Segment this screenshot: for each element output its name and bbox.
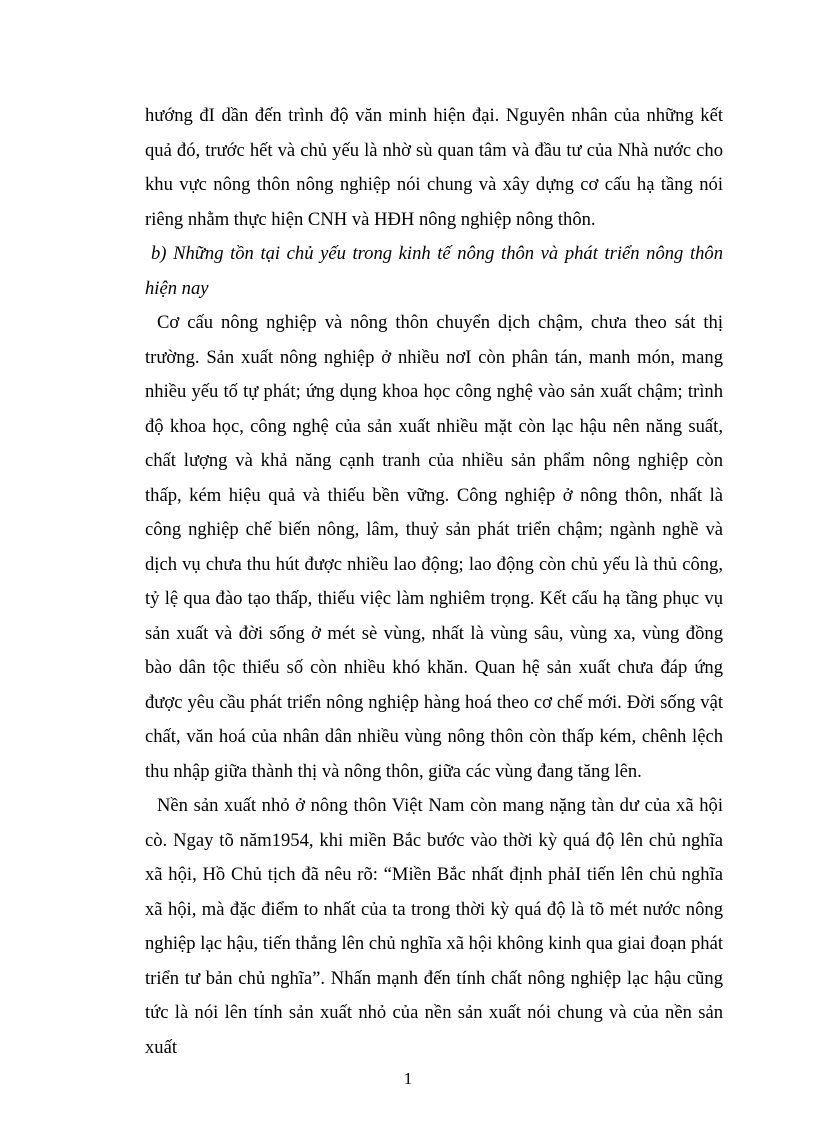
section-heading: b) Những tồn tại chủ yếu trong kinh tế nông thôn và phát triển nông thôn hiện nay [145, 243, 723, 299]
paragraph-structural-issues: Cơ cấu nông nghiệp và nông thôn chuyển dịch chậm, chưa theo sát thị trường. Sản xuất nông nghiệp ở nhiều nơI còn phân tán, manh món, mang nhiều yếu tố tự phát; ứng dụng khoa học công nghệ vào sản xuất chậm; trình độ khoa học, công nghệ của sản xuất nhiều mặt còn lạc hậu nên năng suất, chất lượng và khả năng cạnh tranh của nhiều sản phẩm nông nghiệp còn thấp, kém hiệu quả và thiếu bền vững. Công nghiệp ở nông thôn, nhất là công nghiệp chế biến nông, lâm, thuỷ sản phát triển chậm; ngành nghề và dịch vụ chưa thu hút được nhiều lao động; lao động còn chủ yếu là thủ công, tỷ lệ qua đào tạo thấp, thiếu việc làm nghiêm trọng. Kết cấu hạ tầng phục vụ sản xuất và đời sống ở mét sè vùng, nhất là vùng sâu, vùng xa, vùng đồng bào dân tộc thiểu số còn nhiều khó khăn. Quan hệ sản xuất chưa đáp ứng được yêu cầu phát triển nông nghiệp hàng hoá theo cơ chế mới. Đời sống vật chất, văn hoá của nhân dân nhiều vùng nông thôn còn thấp kém, chênh lệch thu nhập giữa thành thị và nông thôn, giữa các vùng đang tăng lên. [145, 312, 723, 782]
page-body [145, 99, 723, 1065]
page-number: 1 [403, 1069, 413, 1088]
paragraph-small-production: Nền sản xuất nhỏ ở nông thôn Việt Nam còn mang nặng tàn dư của xã hội cò. Ngay tõ năm1954, khi miền Bắc bước vào thời kỳ quá độ lên chủ nghĩa xã hội, Hồ Chủ tịch đã nêu rõ: “Miền Bắc nhất định phảI tiến lên chủ nghĩa xã hội, mà đặc điểm to nhất của ta trong thời kỳ quá độ là tõ mét nước nông nghiệp lạc hậu, tiến thẳng lên chủ nghĩa xã hội không kinh qua giai đoạn phát triển tư bản chủ nghĩa”. Nhấn mạnh đến tính chất nông nghiệp lạc hậu cũng tức là nói lên tính sản xuất nhỏ của nền sản xuất nói chung và của nền sản xuất [145, 795, 723, 1058]
paragraph-continuation: hướng đI dần đến trình độ văn minh hiện đại. Nguyên nhân của những kết quả đó, trước hết và chủ yếu là nhờ sù quan tâm và đầu tư của Nhà nước cho khu vực nông thôn nông nghiệp nói chung và xây dựng cơ cấu hạ tầng nói riêng nhằm thực hiện CNH và HĐH nông nghiệp nông thôn. [145, 105, 723, 230]
